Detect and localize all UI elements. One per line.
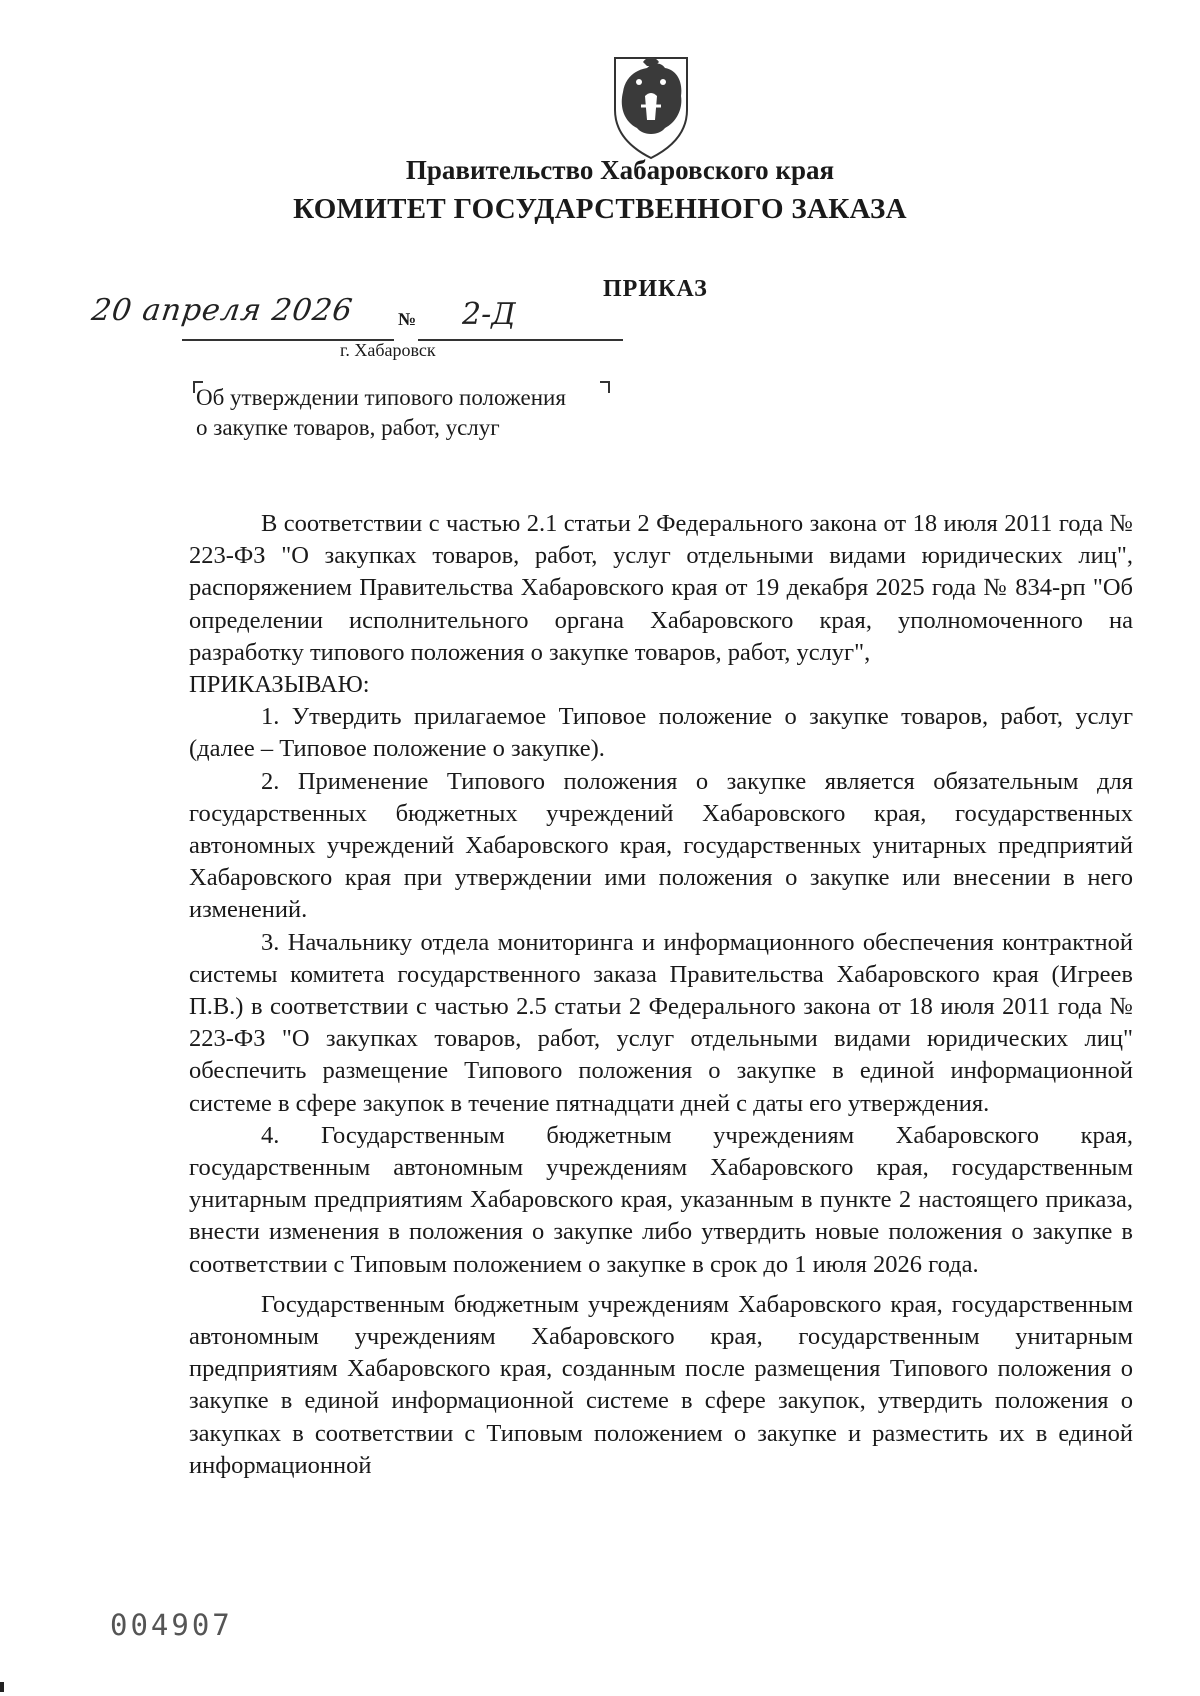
decree-word: ПРИКАЗЫВАЮ: <box>189 671 370 699</box>
serial-number: 004907 <box>110 1608 233 1642</box>
handwritten-order-number: 2-Д <box>462 297 516 332</box>
letterhead <box>0 150 1200 228</box>
subject-line-1: Об утверждении типового положения <box>196 385 566 410</box>
handwritten-date: 20 апреля 2026 <box>89 293 356 328</box>
number-sign: № <box>398 309 417 329</box>
order-subject <box>192 383 566 443</box>
preamble-paragraph: В соответствии с частью 2.1 статьи 2 Федерального закона от 18 июля 2011 года № 223-ФЗ "О закупках товаров, работ, услуг отдельными видами юридических лиц", распоряжением Правительства Хабаровского края от 19 декабря 2025 года № 834-рп "Об определении исполнительного органа Хабаровского края, уполномоченного на разработку типового положения о закупке товаров, работ, услуг", <box>189 510 1133 666</box>
number-underline <box>418 339 623 341</box>
khabarovsk-krai-coat-of-arms-icon <box>603 52 699 162</box>
subject-bracket-right <box>600 381 610 393</box>
item-paragraph: 2. Применение Типового положения о закупке является обязательным для государственных бюджетных учреждений Хабаровского края, государственных автономных учреждений Хабаровского края, государственных унитарных предприятий Хабаровского края при утверждении ими положения о закупке или внесении в него изменений. <box>189 767 1133 924</box>
subject-line-2: о закупке товаров, работ, услуг <box>196 415 500 440</box>
order-body <box>189 508 1133 1482</box>
scan-corner-mark <box>0 1682 4 1692</box>
committee-name: КОМИТЕТ ГОСУДАРСТВЕННОГО ЗАКАЗА <box>293 193 907 225</box>
item-paragraph: 4. Государственным бюджетным учреждениям Хабаровского края, государственным автономным учреждениям Хабаровского края, государственным унитарным предприятиям Хабаровского края, указанным в пункте 2 настоящего приказа, внести изменения в положения о закупке либо утвердить новые положения о закупке в соответствии с Типовым положением о закупке в срок до 1 июля 2026 года. <box>189 1121 1133 1278</box>
city-label: г. Хабаровск <box>340 340 436 360</box>
item-paragraph: 3. Начальнику отдела мониторинга и информационного обеспечения контрактной системы комитета государственного заказа Правительства Хабаровского края (Игреев П.В.) в соответствии с частью 2.5 статьи 2 Федерального закона от 18 июля 2011 года № 223-ФЗ "О закупках товаров, работ, услуг отдельными видами юридических лиц" обеспечить размещение Типового положения о закупке в единой информационной системе в сфере закупок в течение пятнадцати дней с даты его утверждения. <box>189 928 1133 1117</box>
continuation-paragraph: Государственным бюджетным учреждениям Хабаровского края, государственным автономным учреждениям Хабаровского края, государственным унитарным предприятиям Хабаровского края, созданным после размещения Типового положения о закупке в единой информационной системе в сфере закупок, утвердить положения о закупках в соответствии с Типовым положением о закупке и разместить их в единой информационной <box>189 1290 1133 1479</box>
government-name: Правительство Хабаровского края <box>405 155 835 185</box>
document-type-title: ПРИКАЗ <box>603 276 708 302</box>
item-paragraph: 1. Утвердить прилагаемое Типовое положение о закупке товаров, работ, услуг (далее – Типовое положение о закупке). <box>189 703 1133 763</box>
